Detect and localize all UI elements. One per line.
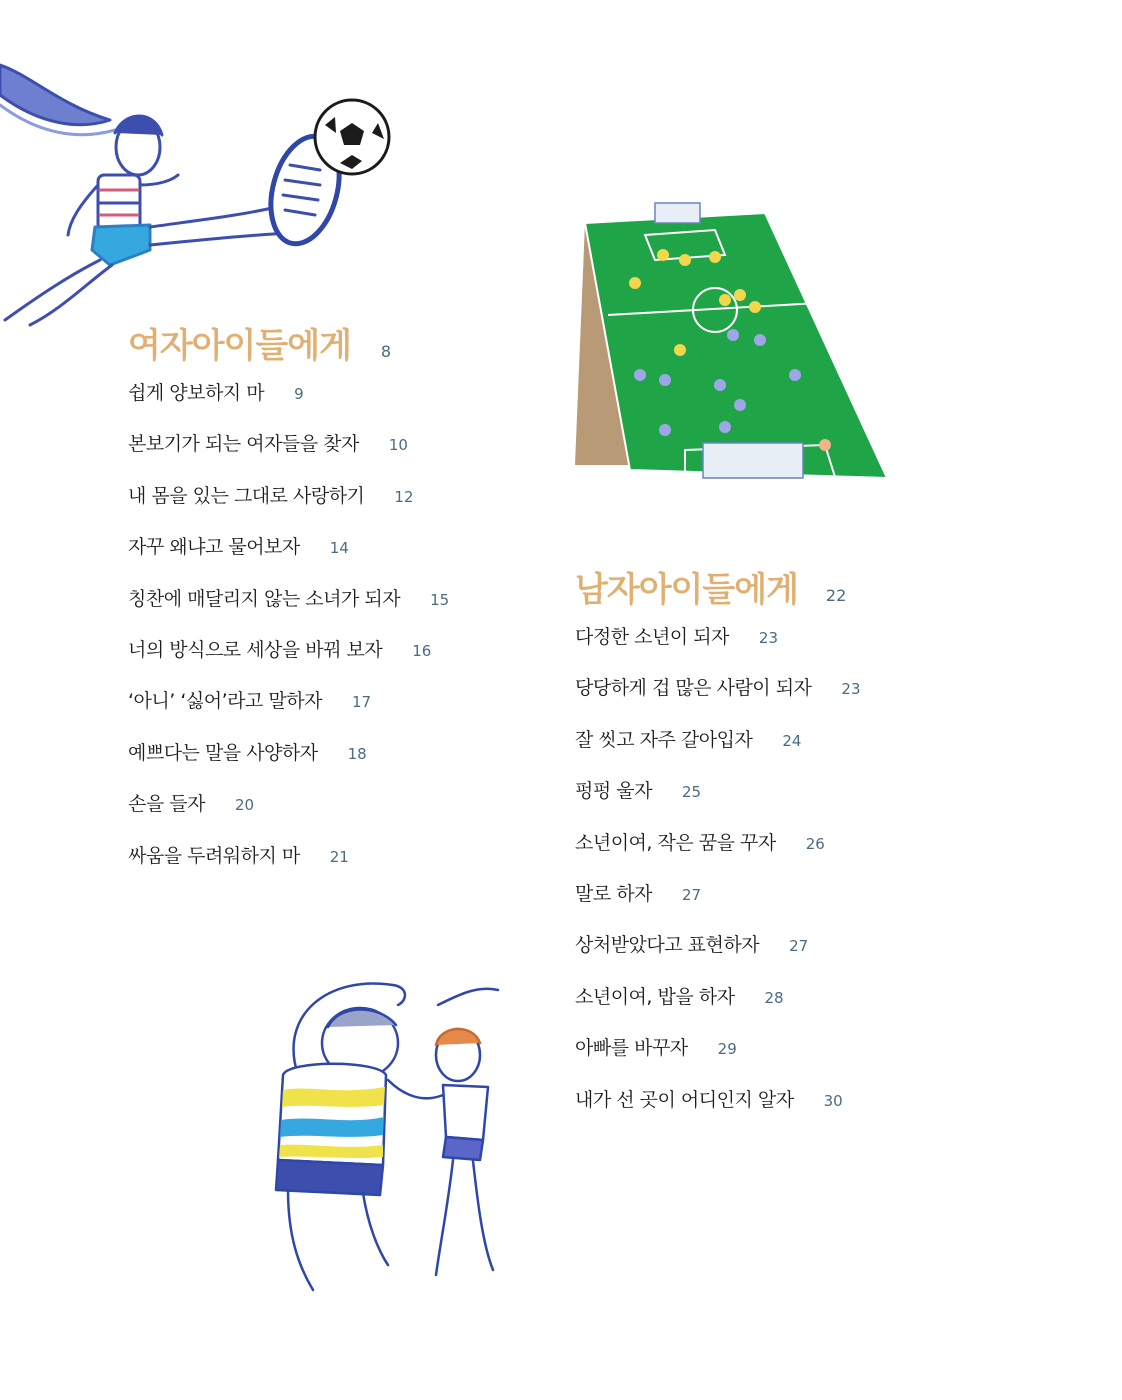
toc-entry-title: 잘 씻고 자주 갈아입자 [575, 728, 753, 751]
toc-entry[interactable] [575, 1085, 861, 1136]
toc-entry-title: ‘아니’ ‘싫어’라고 말하자 [128, 690, 322, 713]
toc-entry-page: 23 [758, 629, 779, 647]
section-page-number: 8 [380, 342, 392, 361]
toc-entry-title: 말로 하자 [575, 882, 652, 905]
toc-entry-title: 칭찬에 매달리지 않는 소녀가 되자 [128, 587, 401, 610]
section-heading [128, 318, 449, 378]
toc-entry[interactable] [128, 378, 449, 429]
toc-entry-title: 아빠를 바꾸자 [575, 1037, 688, 1060]
toc-entry-title: 당당하게 겁 많은 사람이 되자 [575, 677, 812, 700]
toc-entry-page: 20 [234, 796, 255, 815]
toc-entry[interactable] [575, 776, 861, 827]
toc-entry-title: 너의 방식으로 세상을 바꿔 보자 [128, 638, 383, 661]
toc-entry-page: 14 [329, 539, 349, 558]
toc-entry[interactable] [128, 686, 449, 737]
toc-entry-page: 27 [681, 885, 702, 904]
toc-entry-page: 10 [388, 436, 408, 455]
toc-entry-title: 쉽게 양보하지 마 [128, 382, 265, 404]
toc-entry[interactable] [575, 879, 861, 930]
toc-entry-page: 26 [805, 834, 825, 853]
toc-entry[interactable] [575, 1033, 861, 1084]
toc-entry-title: 펑펑 울자 [575, 780, 652, 803]
toc-list [575, 622, 861, 1136]
toc-entry-title: 내가 선 곳이 어디인지 알자 [575, 1088, 794, 1111]
toc-entry-page: 24 [782, 731, 802, 750]
toc-entry-title: 다정한 소년이 되자 [575, 626, 729, 648]
section-title: 여자아이들에게 [128, 326, 351, 366]
toc-entry-title: 자꾸 왜냐고 물어보자 [128, 536, 300, 559]
toc-entry[interactable] [575, 930, 861, 981]
section-page-number: 22 [825, 586, 847, 605]
toc-entry-page: 29 [717, 1040, 737, 1059]
toc-entry-page: 15 [430, 590, 450, 609]
dancing-kids-illustration [268, 965, 518, 1305]
toc-entry-page: 18 [347, 744, 367, 763]
toc-entry-page: 17 [351, 693, 372, 712]
section-heading [575, 562, 861, 622]
toc-entry-title: 소년이여, 밥을 하자 [575, 985, 735, 1008]
girls-section [128, 318, 449, 892]
girl-kicking-ball-illustration [0, 55, 400, 335]
toc-entry[interactable] [128, 635, 449, 686]
toc-entry[interactable] [575, 828, 861, 879]
section-title: 남자아이들에게 [575, 570, 798, 610]
soccer-field-illustration [575, 195, 895, 485]
toc-entry-title: 소년이여, 작은 꿈을 꾸자 [575, 831, 776, 854]
toc-entry-title: 내 몸을 있는 그대로 사랑하기 [128, 484, 365, 507]
toc-entry-page: 27 [789, 937, 809, 956]
toc-entry-page: 12 [394, 487, 414, 506]
toc-list [128, 378, 449, 892]
toc-entry-page: 25 [681, 783, 702, 802]
toc-entry[interactable] [128, 584, 449, 635]
boys-section [575, 562, 861, 1136]
toc-entry-page: 30 [823, 1091, 843, 1110]
toc-entry-page: 21 [329, 847, 349, 866]
toc-entry[interactable] [575, 982, 861, 1033]
toc-entry[interactable] [128, 841, 449, 892]
toc-entry-title: 본보기가 되는 여자들을 찾자 [128, 433, 359, 456]
toc-entry-title: 손을 들자 [128, 793, 205, 816]
toc-entry-page: 16 [412, 641, 432, 660]
toc-entry[interactable] [575, 622, 861, 673]
toc-entry[interactable] [128, 738, 449, 789]
toc-entry[interactable] [575, 725, 861, 776]
toc-entry-page: 9 [294, 385, 304, 403]
toc-entry[interactable] [128, 429, 449, 480]
toc-entry-title: 예쁘다는 말을 사양하자 [128, 741, 318, 764]
toc-entry[interactable] [128, 789, 449, 840]
toc-entry-page: 23 [841, 680, 861, 699]
toc-entry-page: 28 [764, 988, 784, 1007]
toc-entry-title: 상처받았다고 표현하자 [575, 934, 760, 957]
toc-entry[interactable] [128, 532, 449, 583]
toc-entry[interactable] [575, 673, 861, 724]
toc-entry-title: 싸움을 두려워하지 마 [128, 844, 300, 867]
toc-entry[interactable] [128, 481, 449, 532]
